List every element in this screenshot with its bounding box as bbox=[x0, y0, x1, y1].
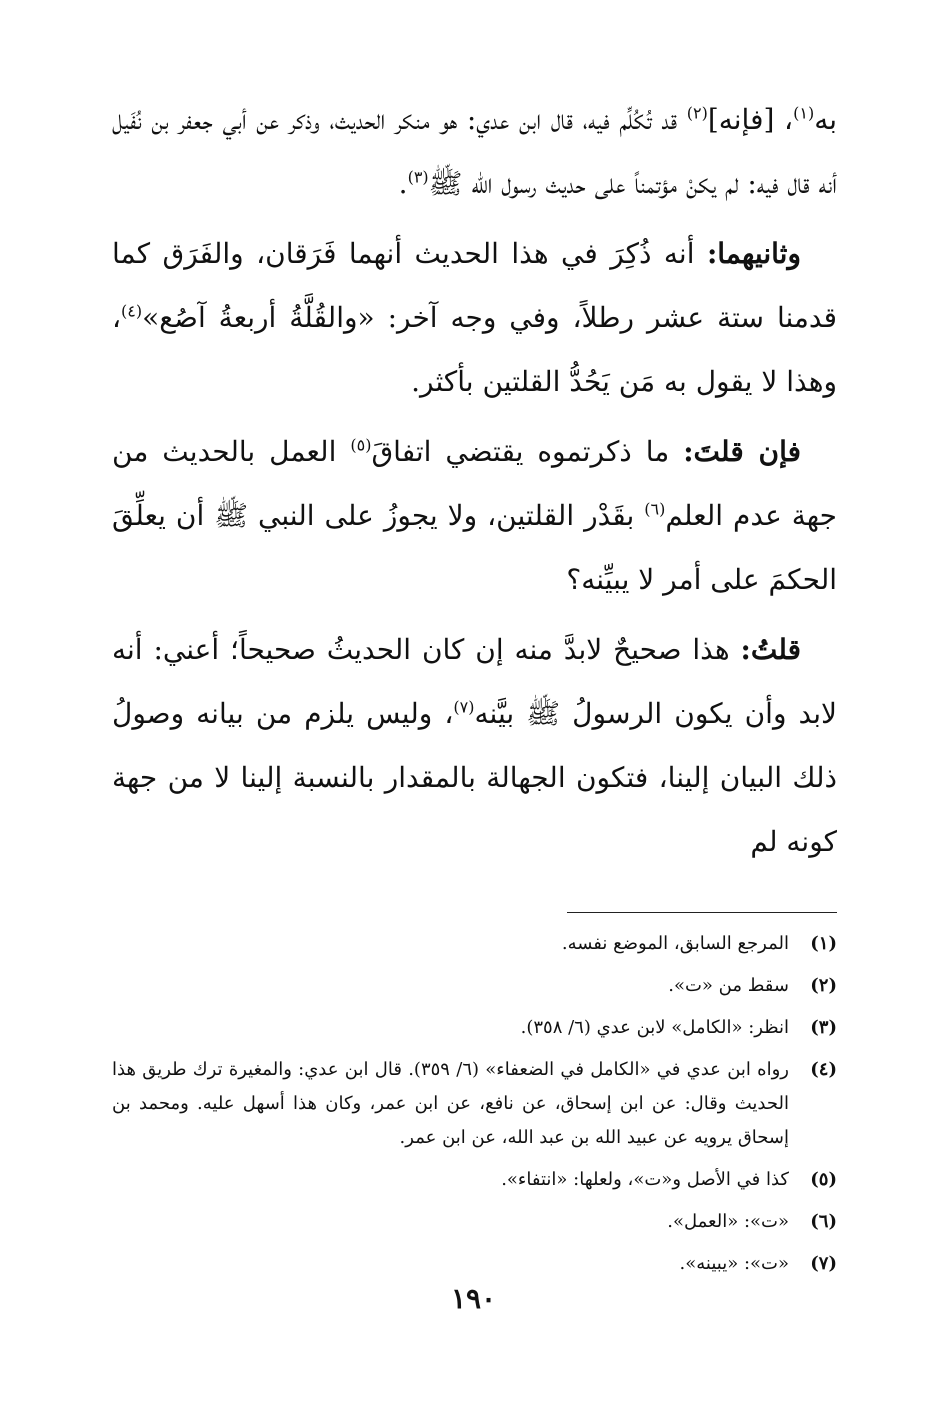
text-segment: . bbox=[398, 167, 408, 200]
text-segment: ، [فإنه] bbox=[707, 103, 794, 136]
footnote-number: (٧) bbox=[810, 1253, 837, 1274]
paragraph-lead: وثانيهما: bbox=[706, 237, 801, 270]
text-segment: به bbox=[814, 103, 837, 136]
text-segment: قد تُكُلِّم فيه، قال ابن عدي: هو منكر الحديث، وذكر عن أبي جعفر بن نُفَيل أنه قال فيه: لم يكنْ مؤتمناً على حديث رسول الله ﷺ bbox=[112, 103, 837, 200]
footnotes bbox=[112, 927, 837, 1281]
footnote-text: انظر: «الكامل» لابن عدي (٦/ ٣٥٨). bbox=[520, 1017, 789, 1038]
footnote-ref-3[interactable]: (٣) bbox=[407, 167, 429, 187]
paragraph-4 bbox=[112, 618, 837, 874]
footnote-number: (٣) bbox=[810, 1017, 837, 1038]
footnote-text: سقط من «ت». bbox=[668, 975, 789, 996]
text-segment: العمل بالحديث من جهة عدم العلم bbox=[112, 435, 837, 532]
footnote-number: (٤) bbox=[810, 1059, 837, 1080]
footnote-ref-5[interactable]: (٥) bbox=[350, 435, 372, 455]
paragraph-lead: فإن قلتَ: bbox=[683, 435, 801, 468]
footnote-number: (٥) bbox=[810, 1169, 837, 1190]
page-content bbox=[112, 88, 837, 1289]
footnote-ref-7[interactable]: (٧) bbox=[453, 697, 475, 717]
footnote-text: كذا في الأصل و«ت»، ولعلها: «انتفاء». bbox=[501, 1169, 789, 1190]
text-segment: ما ذكرتموه يقتضي اتفاقَ bbox=[371, 435, 684, 468]
footnote-7 bbox=[112, 1247, 837, 1281]
footnote-1 bbox=[112, 927, 837, 961]
footnote-number: (٢) bbox=[810, 975, 837, 996]
footnote-2 bbox=[112, 969, 837, 1003]
page-number: ١٩٠ bbox=[450, 1282, 497, 1315]
text-segment: أنه ذُكِرَ في هذا الحديث أنهما فَرَقان، والفَرَق كما قدمنا ستة عشر رطلاً، وفي وجه آخر: «والقُلَّةُ أربعةُ آصُع» bbox=[112, 237, 837, 334]
footnote-5 bbox=[112, 1163, 837, 1197]
footnote-4 bbox=[112, 1053, 837, 1155]
paragraph-1 bbox=[112, 88, 837, 216]
footnote-text: المرجع السابق، الموضع نفسه. bbox=[561, 933, 789, 954]
paragraph-2 bbox=[112, 222, 837, 414]
paragraph-3 bbox=[112, 420, 837, 612]
footnote-ref-4[interactable]: (٤) bbox=[121, 301, 143, 321]
footnote-ref-6[interactable]: (٦) bbox=[644, 499, 666, 519]
footnote-number: (١) bbox=[810, 933, 837, 954]
footnote-text: «ت»: «يبينه». bbox=[679, 1253, 789, 1274]
footnote-text: «ت»: «العمل». bbox=[667, 1211, 789, 1232]
text-segment: ، وليس يلزم من بيانه وصولُ ذلك البيان إلينا، فتكون الجهالة بالمقدار بالنسبة إلينا لا من جهة كونه لم bbox=[112, 697, 837, 858]
main-text bbox=[112, 88, 837, 874]
footnote-number: (٦) bbox=[810, 1211, 837, 1232]
text-segment: هذا صحيحٌ لابدَّ منه إن كان الحديثُ صحيحاً؛ أعني: أنه لابد وأن يكون الرسولُ ﷺ بيَّنه bbox=[112, 633, 837, 730]
footnote-3 bbox=[112, 1011, 837, 1045]
footnote-divider bbox=[567, 912, 837, 913]
footnote-text: رواه ابن عدي في «الكامل في الضعفاء» (٦/ ٣٥٩). قال ابن عدي: والمغيرة ترك طريق هذا الحديث وقال: عن ابن إسحاق، عن نافع، عن ابن عمر، وكان هذا أسهل عليه. ومحمد بن إسحاق يرويه عن عبيد الله بن عبد الله، عن ابن عمر. bbox=[112, 1059, 789, 1148]
footnote-6 bbox=[112, 1205, 837, 1239]
text-segment: ، وهذا لا يقول به مَن يَحُدُّ القلتين بأكثر. bbox=[112, 301, 837, 398]
footnote-ref-2[interactable]: (٢) bbox=[686, 103, 708, 123]
footnote-ref-1[interactable]: (١) bbox=[793, 103, 815, 123]
text-segment: بقَدْر القلتين، ولا يجوزُ على النبي ﷺ أن يعلِّقَ الحكمَ على أمر لا يبيِّنه؟ bbox=[112, 499, 837, 596]
paragraph-lead: قلتُ: bbox=[740, 633, 801, 666]
